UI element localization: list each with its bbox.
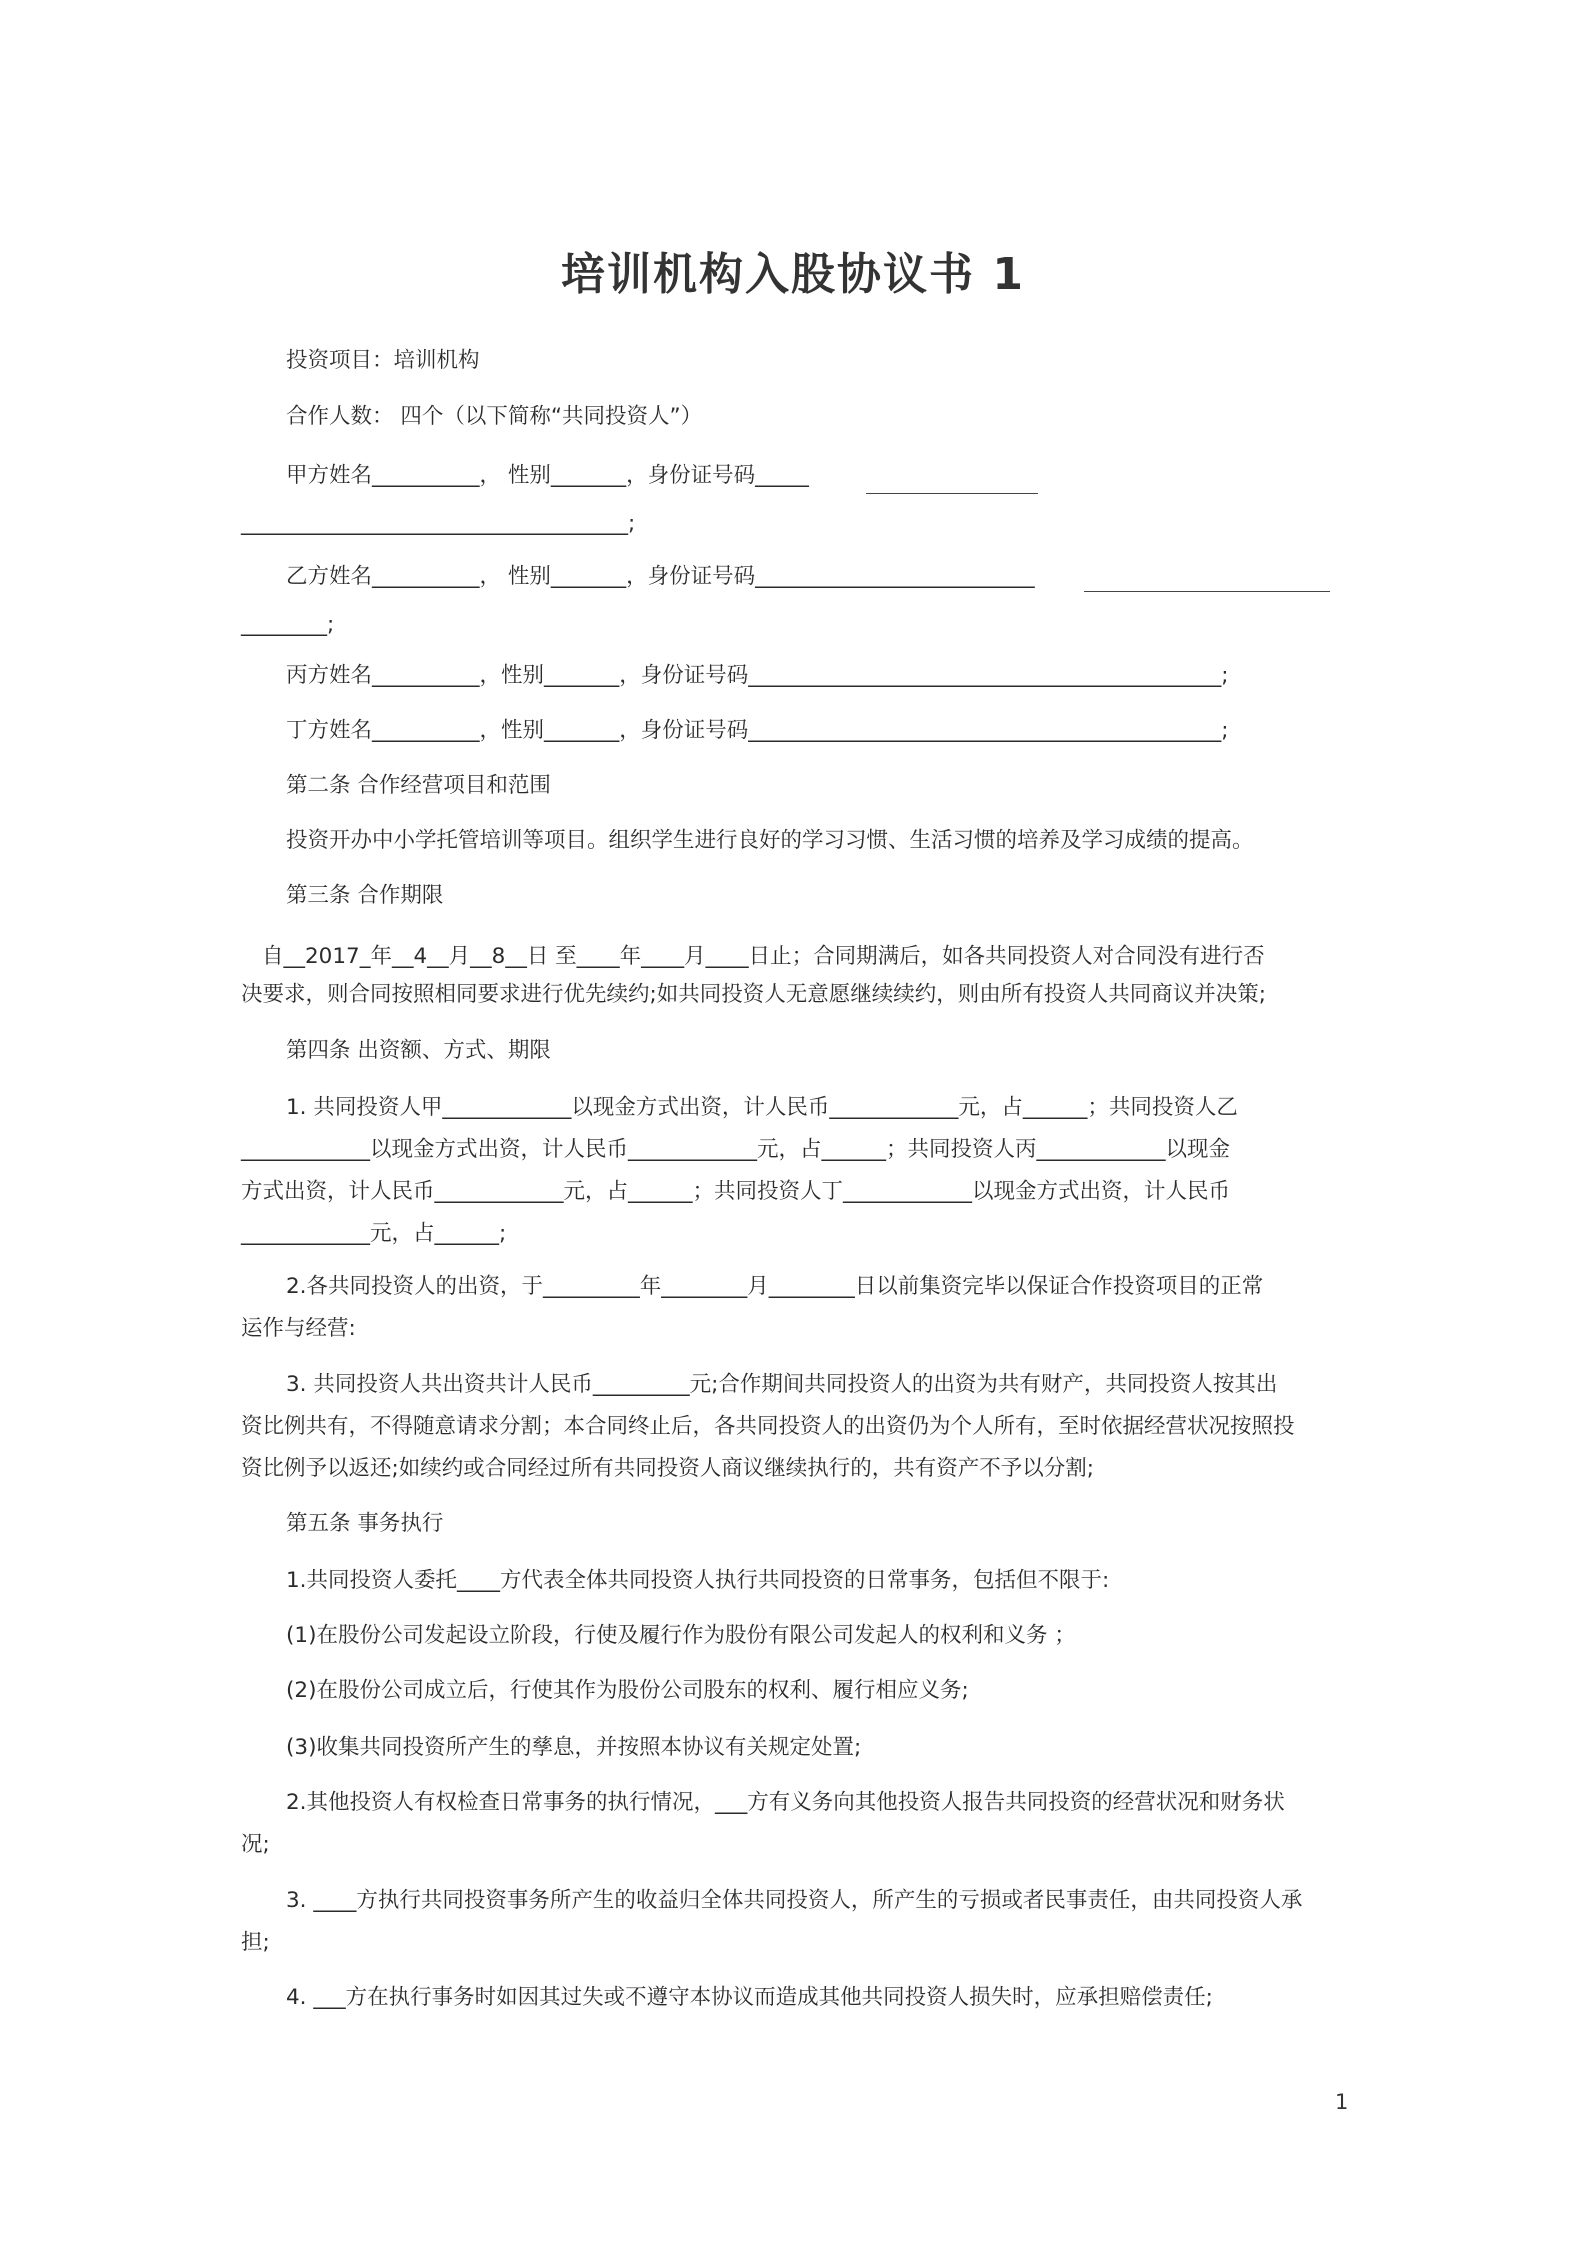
article-5-item-3-line-2: 担; <box>241 1930 270 1955</box>
article-5-item-4: 4. ___方在执行事务时如因其过失或不遵守本协议而造成其他共同投资人损失时，应承担赔偿责任; <box>286 1985 1213 2010</box>
document-title: 培训机构入股协议书 1 <box>561 249 1025 300</box>
article-5-subitem-1: (1)在股份公司发起设立阶段，行使及履行作为股份有限公司发起人的权利和义务 ； <box>286 1623 1076 1648</box>
party-c-line: 丙方姓名__________，性别_______，身份证号码____________________________________________; <box>286 663 1229 688</box>
article-5-item-2-line-1: 2.其他投资人有权检查日常事务的执行情况，___方有义务向其他投资人报告共同投资的经营状况和财务状 <box>286 1790 1285 1815</box>
article-4-item-2-line-1: 2.各共同投资人的出资，于_________年________月________日以前集资完毕以保证合作投资项目的正常 <box>286 1274 1264 1299</box>
article-4-heading: 第四条 出资额、方式、期限 <box>286 1038 551 1063</box>
article-4-item-2-line-2: 运作与经营: <box>241 1316 356 1341</box>
article-5-subitem-3: (3)收集共同投资所产生的孳息，并按照本协议有关规定处置; <box>286 1735 862 1760</box>
party-d-line: 丁方姓名__________，性别_______，身份证号码____________________________________________; <box>286 718 1229 743</box>
article-4-item-1-line-4: ____________元，占______; <box>241 1221 507 1246</box>
article-5-item-2-line-2: 况; <box>241 1832 270 1857</box>
article-4-item-1-line-2: ____________以现金方式出资，计人民币____________元，占______；共同投资人丙____________以现金 <box>241 1137 1231 1162</box>
article-3-heading: 第三条 合作期限 <box>286 883 444 908</box>
article-3-body-line-1: 自__2017_年__4__月__8__日 至____年____月____日止；合同期满后，如各共同投资人对合同没有进行否 <box>262 944 1265 969</box>
article-5-subitem-2: (2)在股份公司成立后，行使其作为股份公司股东的权利、履行相应义务; <box>286 1678 969 1703</box>
party-a-line-cont: ____________________________________; <box>241 511 636 536</box>
article-5-item-1: 1.共同投资人委托____方代表全体共同投资人执行共同投资的日常事务，包括但不限于: <box>286 1568 1110 1593</box>
article-5-item-3-line-1: 3. ____方执行共同投资事务所产生的收益归全体共同投资人，所产生的亏损或者民事责任，由共同投资人承 <box>286 1888 1303 1913</box>
page-number: 1 <box>1335 2090 1349 2114</box>
article-2-heading: 第二条 合作经营项目和范围 <box>286 773 551 798</box>
party-b-line-cont: ________; <box>241 612 335 637</box>
article-4-item-3-line-1: 3. 共同投资人共出资共计人民币_________元;合作期间共同投资人的出资为共有财产，共同投资人按其出 <box>286 1372 1278 1397</box>
party-b-line: 乙方姓名__________， 性别_______，身份证号码__________________________ <box>286 564 1035 589</box>
article-4-item-3-line-2: 资比例共有，不得随意请求分割；本合同终止后，各共同投资人的出资仍为个人所有，至时依据经营状况按照投 <box>241 1414 1295 1439</box>
article-4-item-3-line-3: 资比例予以返还;如续约或合同经过所有共同投资人商议继续执行的，共有资产不予以分割; <box>241 1456 1094 1481</box>
article-3-body-line-2: 决要求，则合同按照相同要求进行优先续约;如共同投资人无意愿继续续约，则由所有投资人共同商议并决策; <box>241 982 1266 1007</box>
article-4-item-1-line-1: 1. 共同投资人甲____________以现金方式出资，计人民币____________元，占______；共同投资人乙 <box>286 1095 1238 1120</box>
partner-count-line: 合作人数： 四个（以下简称“共同投资人”） <box>286 404 703 429</box>
party-a-id-underline <box>866 493 1038 494</box>
article-4-item-1-line-3: 方式出资，计人民币____________元，占______；共同投资人丁____________以现金方式出资，计人民币 <box>241 1179 1231 1204</box>
article-2-body: 投资开办中小学托管培训等项目。组织学生进行良好的学习习惯、生活习惯的培养及学习成绩的提高。 <box>286 828 1254 853</box>
party-a-line: 甲方姓名__________， 性别_______，身份证号码_____ <box>286 463 809 488</box>
article-3-body <box>262 936 1372 978</box>
investment-project-line: 投资项目：培训机构 <box>286 348 480 373</box>
article-5-heading: 第五条 事务执行 <box>286 1511 444 1536</box>
party-b-id-underline <box>1084 591 1330 592</box>
